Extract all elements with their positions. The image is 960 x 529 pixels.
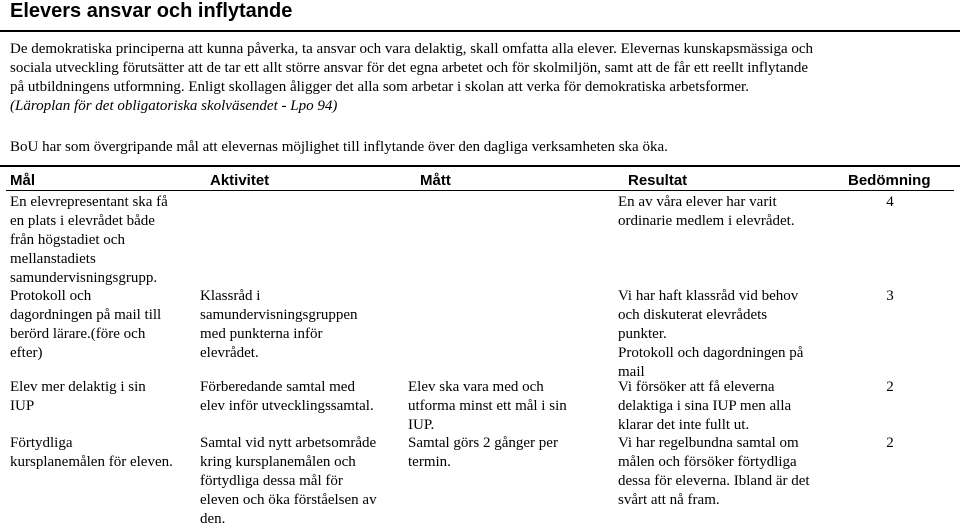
header-resultat: Resultat — [628, 172, 688, 189]
header-matt: Mått — [420, 172, 451, 189]
header-mal: Mål — [10, 172, 36, 189]
intro-line: De demokratiska principerna att kunna påverka, ta ansvar och vara delaktig, skall omfatta alla elever. Elevernas kunskapsmässiga och — [10, 41, 814, 57]
section-rule — [0, 165, 960, 167]
row3-resultat: Vi försöker att få eleverna delaktiga i sina IUP men alla klarar det inte fullt ut. — [618, 379, 792, 433]
row3-bedomning: 2 — [886, 379, 894, 395]
header-underline — [6, 190, 954, 191]
row4-bedomning: 2 — [886, 435, 894, 451]
row1-bedomning: 4 — [886, 194, 894, 210]
header-bedomning: Bedömning — [848, 172, 931, 189]
row3-matt: Elev ska vara med och utforma minst ett mål i sin IUP. — [408, 379, 567, 433]
goal-statement: BoU har som övergripande mål att elevernas möjlighet till inflytande över den dagliga verksamheten ska öka. — [10, 139, 668, 155]
intro-paragraph — [10, 40, 955, 116]
header-aktivitet: Aktivitet — [210, 172, 270, 189]
row4-matt: Samtal görs 2 gånger per termin. — [408, 435, 558, 470]
row2-mal: Protokoll och dagordningen på mail till berörd lärare.(före och efter) — [10, 288, 162, 361]
intro-citation: (Läroplan för det obligatoriska skolväsendet - Lpo 94) — [10, 98, 338, 114]
row3-aktivitet: Förberedande samtal med elev inför utvecklingssamtal. — [200, 379, 374, 414]
row2-aktivitet: Klassråd i samundervisningsgruppen med punkterna inför elevrådet. — [200, 288, 358, 361]
row1-resultat: En av våra elever har varit ordinarie medlem i elevrådet. — [618, 194, 795, 229]
row1-mal: En elevrepresentant ska få en plats i elevrådet både från högstadiet och mellanstadiets samundervisningsgrupp. — [10, 194, 168, 286]
title-rule — [0, 30, 960, 32]
row3-mal: Elev mer delaktig i sin IUP — [10, 379, 146, 414]
row4-resultat: Vi har regelbundna samtal om målen och försöker förtydliga dessa för eleverna. Ibland är det svårt att nå fram. — [618, 435, 810, 508]
row4-aktivitet: Samtal vid nytt arbetsområde kring kursplanemålen och förtydliga dessa mål för eleven och öka förståelsen av den. — [200, 435, 377, 527]
page-title: Elevers ansvar och inflytande — [10, 0, 293, 22]
intro-line: på utbildningens utformning. Enligt skollagen åligger det alla som arbetar i skolan att verka för demokratiska arbetsformer. — [10, 79, 749, 95]
row2-resultat: Vi har haft klassråd vid behov och diskuterat elevrådets punkter. Protokoll och dagordningen på mail — [618, 288, 804, 380]
row4-mal: Förtydliga kursplanemålen för eleven. — [10, 435, 173, 470]
intro-line: sociala utveckling förutsätter att de tar ett allt större ansvar för det egna arbetet och för skolmiljön, samt att de får ett reellt inflytande — [10, 60, 809, 76]
row2-bedomning: 3 — [886, 288, 894, 304]
